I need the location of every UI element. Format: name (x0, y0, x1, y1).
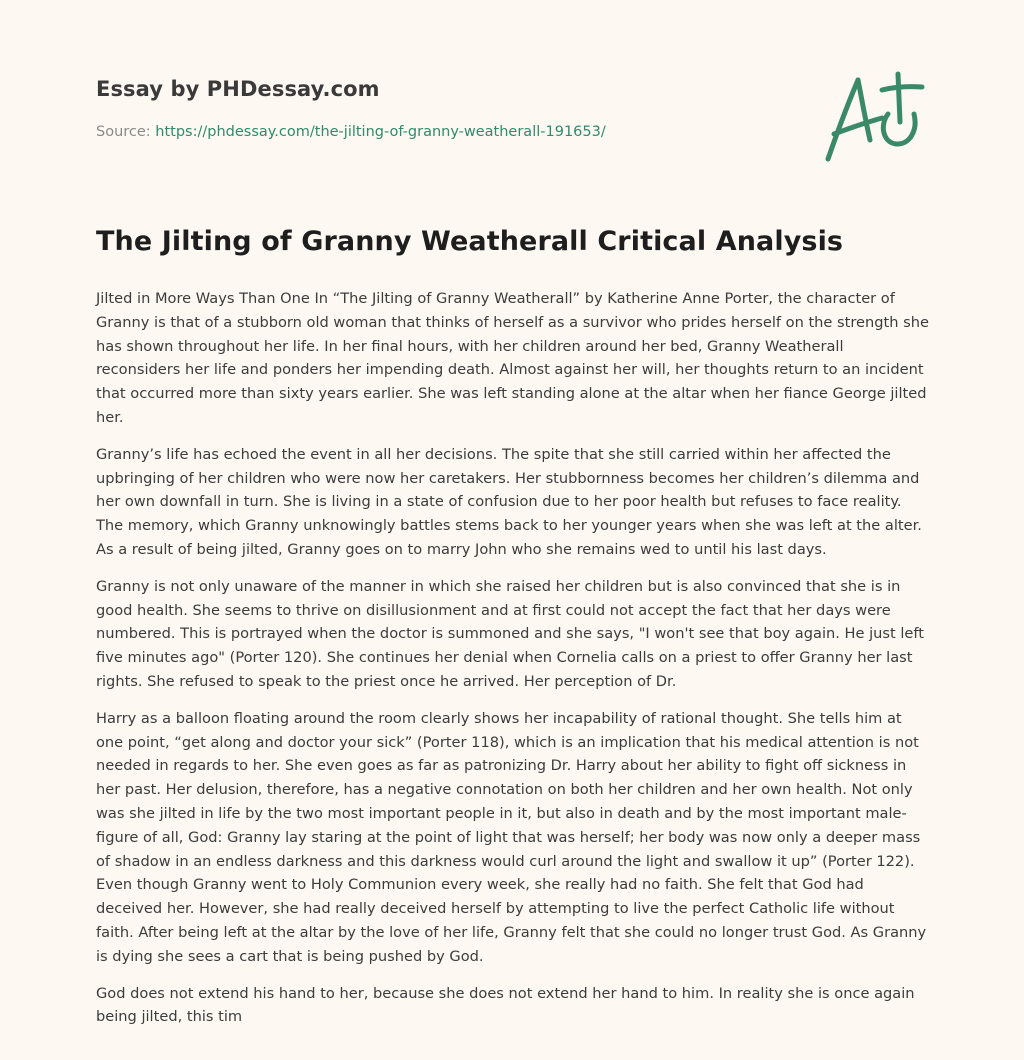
site-brand: Essay by PHDessay.com (96, 77, 380, 101)
essay-paragraph: Harry as a balloon floating around the room clearly shows her incapability of rational thought. She tells him at one point, “get along and doctor your sick” (Porter 118), which is an implication that his medical attention is not needed in regards to her. She even goes as far as patronizing Dr. Harry about her ability to fight off sickness in her past. Her delusion, therefore, has a negative connotation on both her children and her own health. Not only was she jilted in life by the two most important people in it, but also in death and by the most important male-figure of all, God: Granny lay staring at the point of light that was herself; her body was now only a deeper mass of shadow in an endless darkness and this darkness would curl around the light and swallow it up” (Porter 122). Even though Granny went to Holy Communion every week, she really had no faith. She felt that God had deceived her. However, she had really deceived herself by attempting to live the perfect Catholic life without faith. After being left at the altar by the love of her life, Granny felt that she could no longer trust God. As Granny is dying she sees a cart that is being pushed by God. (96, 709, 927, 965)
essay-paragraph: Granny’s life has echoed the event in all her decisions. The spite that she still carried within her affected the upbringing of her children who were now her caretakers. Her stubbornness becomes her children’s dilemma and her own downfall in turn. She is living in a state of confusion due to her poor health but refuses to face reality. The memory, which Granny unknowingly battles stems back to her younger years when she was left at the alter. As a result of being jilted, Granny goes on to marry John who she remains wed to until his last days. (96, 445, 922, 558)
source-link[interactable]: https://phdessay.com/the-jilting-of-granny-weatherall-191653/ (155, 124, 606, 140)
source-line (96, 124, 606, 140)
essay-paragraph: Jilted in More Ways Than One In “The Jilting of Granny Weatherall” by Katherine Anne Porter, the character of Granny is that of a stubborn old woman that thinks of herself as a survivor who prides herself on the strength she has shown throughout her life. In her final hours, with her children around her bed, Granny Weatherall reconsiders her life and ponders her impending death. Almost against her will, her thoughts return to an incident that occurred more than sixty years earlier. She was left standing alone at the altar when her fiance George jilted her. (96, 290, 929, 426)
source-label: Source: (96, 124, 156, 140)
essay-body (96, 287, 932, 1042)
essay-paragraph: God does not extend his hand to her, because she does not extend her hand to him. In reality she is once again being jilted, this tim (96, 984, 915, 1026)
essay-paragraph: Granny is not only unaware of the manner in which she raised her children but is also convinced that she is in good health. She seems to thrive on disillusionment and at first could not accept the fact that her days were numbered. This is portrayed when the doctor is summoned and she says, "I won't see that boy again. He just left five minutes ago" (Porter 120). She continues her denial when Cornelia calls on a priest to offer Granny her last rights. She refused to speak to the priest once he arrived. Her perception of Dr. (96, 577, 925, 690)
a-plus-logo-icon (824, 66, 926, 168)
essay-title: The Jilting of Granny Weatherall Critical Analysis (96, 226, 844, 257)
